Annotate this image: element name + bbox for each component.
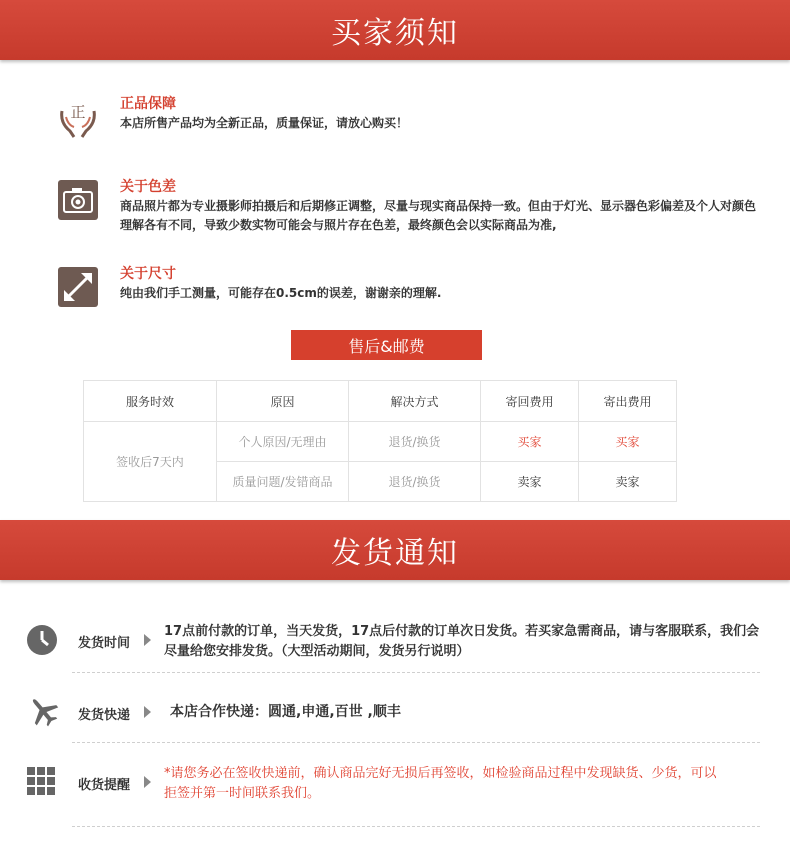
hands-authentic-icon xyxy=(58,97,98,137)
table-row xyxy=(84,422,677,462)
divider xyxy=(72,742,760,743)
table-header: 寄出费用 xyxy=(579,381,677,422)
table-cell: 买家 xyxy=(579,422,677,462)
table-header: 解决方式 xyxy=(349,381,481,422)
svg-text:正: 正 xyxy=(70,103,86,121)
triangle-right-icon xyxy=(144,634,151,646)
after-sales-table xyxy=(83,380,677,502)
shipping-label: 发货快递 xyxy=(78,708,131,723)
shipping-text: *请您务必在签收快递前，确认商品完好无损后再签收，如检验商品过程中发现缺货、少货，可以拒签并第一时间联系我们。 xyxy=(164,766,717,801)
buyer-notice-title: 买家须知 xyxy=(331,16,459,51)
table-header: 原因 xyxy=(217,381,349,422)
shipping-label: 发货时间 xyxy=(78,636,131,651)
notice-title: 关于尺寸 xyxy=(120,266,176,282)
notice-title: 关于色差 xyxy=(120,179,176,195)
notice-text: 商品照片都为专业摄影师拍摄后和后期修正调整，尽量与现实商品保持一致。但由于灯光、显示器色彩偏差及个人对颜色理解各有不同，导致少数实物可能会与照片存在色差，最终颜色会以实际商品为准, xyxy=(120,199,757,232)
notice-text: 纯由我们手工测量，可能存在0.5cm的误差，谢谢亲的理解. xyxy=(120,286,442,300)
resize-arrow-icon xyxy=(58,267,98,307)
camera-icon xyxy=(58,180,98,220)
airplane-icon xyxy=(26,694,60,732)
table-cell-period: 签收后7天内 xyxy=(84,422,217,502)
grid-icon xyxy=(26,766,56,800)
notice-text: 本店所售产品均为全新正品，质量保证，请放心购买！ xyxy=(120,116,409,130)
shipping-notice-title: 发货通知 xyxy=(331,536,459,571)
shipping-label: 收货提醒 xyxy=(78,778,131,793)
table-cell: 质量问题/发错商品 xyxy=(217,462,349,502)
table-header: 寄回费用 xyxy=(481,381,579,422)
table-cell: 卖家 xyxy=(579,462,677,502)
table-cell: 卖家 xyxy=(481,462,579,502)
divider xyxy=(72,826,760,827)
triangle-right-icon xyxy=(144,776,151,788)
table-cell: 买家 xyxy=(481,422,579,462)
table-cell: 退货/换货 xyxy=(349,422,481,462)
after-sales-heading: 售后&邮费 xyxy=(291,330,482,360)
triangle-right-icon xyxy=(144,706,151,718)
table-cell: 退货/换货 xyxy=(349,462,481,502)
buyer-notice-banner xyxy=(0,0,790,60)
shipping-text: 17点前付款的订单，当天发货，17点后付款的订单次日发货。若买家急需商品，请与客服联系，我们会尽量给您安排发货。（大型活动期间，发货另行说明） xyxy=(164,624,760,659)
shipping-text: 本店合作快递：圆通,申通,百世 ,顺丰 xyxy=(170,704,401,720)
divider xyxy=(72,672,760,673)
table-cell: 个人原因/无理由 xyxy=(217,422,349,462)
clock-icon xyxy=(26,624,58,660)
table-header: 服务时效 xyxy=(84,381,217,422)
notice-title: 正品保障 xyxy=(120,96,176,112)
shipping-notice-banner xyxy=(0,520,790,580)
table-header-row xyxy=(84,381,677,422)
